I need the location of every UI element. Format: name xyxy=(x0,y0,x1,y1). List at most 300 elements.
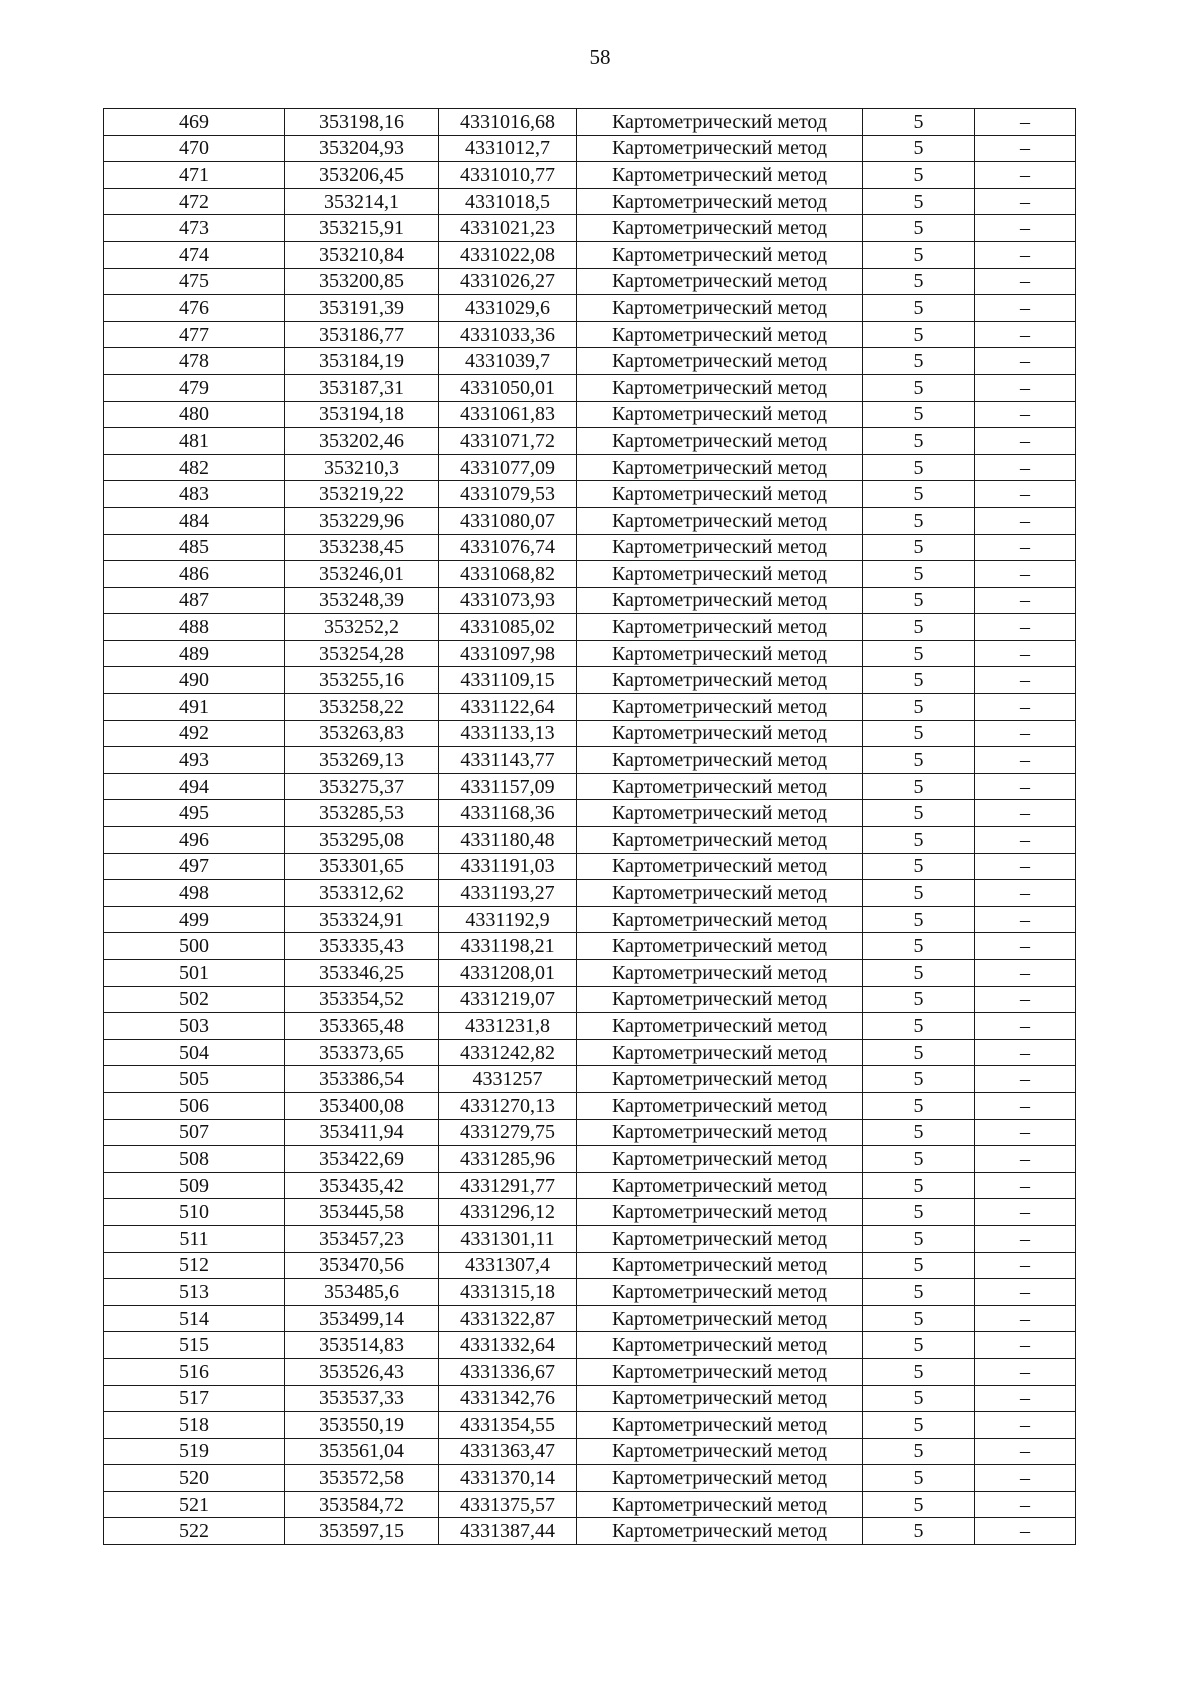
accuracy-cell: 5 xyxy=(863,587,975,614)
note-cell: – xyxy=(975,109,1076,136)
note-cell: – xyxy=(975,614,1076,641)
accuracy-cell: 5 xyxy=(863,747,975,774)
note-cell: – xyxy=(975,800,1076,827)
point-number-cell: 474 xyxy=(104,241,285,268)
table-row xyxy=(104,986,1076,1013)
method-cell: Картометрический метод xyxy=(577,401,863,428)
y-coordinate-cell: 4331279,75 xyxy=(439,1119,577,1146)
table-row xyxy=(104,1092,1076,1119)
y-coordinate-cell: 4331018,5 xyxy=(439,188,577,215)
y-coordinate-cell: 4331375,57 xyxy=(439,1491,577,1518)
y-coordinate-cell: 4331370,14 xyxy=(439,1465,577,1492)
y-coordinate-cell: 4331157,09 xyxy=(439,773,577,800)
y-coordinate-cell: 4331291,77 xyxy=(439,1172,577,1199)
accuracy-cell: 5 xyxy=(863,694,975,721)
note-cell: – xyxy=(975,880,1076,907)
x-coordinate-cell: 353499,14 xyxy=(285,1305,439,1332)
x-coordinate-cell: 353411,94 xyxy=(285,1119,439,1146)
x-coordinate-cell: 353214,1 xyxy=(285,188,439,215)
method-cell: Картометрический метод xyxy=(577,1305,863,1332)
y-coordinate-cell: 4331191,03 xyxy=(439,853,577,880)
table-row xyxy=(104,1438,1076,1465)
y-coordinate-cell: 4331336,67 xyxy=(439,1358,577,1385)
y-coordinate-cell: 4331354,55 xyxy=(439,1412,577,1439)
accuracy-cell: 5 xyxy=(863,960,975,987)
table-row xyxy=(104,1385,1076,1412)
method-cell: Картометрический метод xyxy=(577,667,863,694)
accuracy-cell: 5 xyxy=(863,880,975,907)
accuracy-cell: 5 xyxy=(863,800,975,827)
point-number-cell: 521 xyxy=(104,1491,285,1518)
table-row xyxy=(104,1172,1076,1199)
note-cell: – xyxy=(975,1146,1076,1173)
method-cell: Картометрический метод xyxy=(577,906,863,933)
x-coordinate-cell: 353365,48 xyxy=(285,1013,439,1040)
method-cell: Картометрический метод xyxy=(577,853,863,880)
table-row xyxy=(104,880,1076,907)
x-coordinate-cell: 353514,83 xyxy=(285,1332,439,1359)
point-number-cell: 479 xyxy=(104,374,285,401)
method-cell: Картометрический метод xyxy=(577,640,863,667)
y-coordinate-cell: 4331085,02 xyxy=(439,614,577,641)
x-coordinate-cell: 353229,96 xyxy=(285,507,439,534)
accuracy-cell: 5 xyxy=(863,215,975,242)
y-coordinate-cell: 4331296,12 xyxy=(439,1199,577,1226)
x-coordinate-cell: 353354,52 xyxy=(285,986,439,1013)
point-number-cell: 504 xyxy=(104,1039,285,1066)
table-row xyxy=(104,348,1076,375)
x-coordinate-cell: 353386,54 xyxy=(285,1066,439,1093)
table-row xyxy=(104,1119,1076,1146)
method-cell: Картометрический метод xyxy=(577,800,863,827)
y-coordinate-cell: 4331363,47 xyxy=(439,1438,577,1465)
table-row xyxy=(104,188,1076,215)
y-coordinate-cell: 4331242,82 xyxy=(439,1039,577,1066)
y-coordinate-cell: 4331076,74 xyxy=(439,534,577,561)
accuracy-cell: 5 xyxy=(863,1146,975,1173)
x-coordinate-cell: 353324,91 xyxy=(285,906,439,933)
method-cell: Картометрический метод xyxy=(577,507,863,534)
y-coordinate-cell: 4331322,87 xyxy=(439,1305,577,1332)
note-cell: – xyxy=(975,295,1076,322)
x-coordinate-cell: 353285,53 xyxy=(285,800,439,827)
method-cell: Картометрический метод xyxy=(577,215,863,242)
point-number-cell: 515 xyxy=(104,1332,285,1359)
table-row xyxy=(104,960,1076,987)
point-number-cell: 506 xyxy=(104,1092,285,1119)
y-coordinate-cell: 4331332,64 xyxy=(439,1332,577,1359)
method-cell: Картометрический метод xyxy=(577,614,863,641)
point-number-cell: 522 xyxy=(104,1518,285,1545)
y-coordinate-cell: 4331315,18 xyxy=(439,1279,577,1306)
point-number-cell: 477 xyxy=(104,321,285,348)
note-cell: – xyxy=(975,773,1076,800)
table-row xyxy=(104,507,1076,534)
note-cell: – xyxy=(975,1305,1076,1332)
accuracy-cell: 5 xyxy=(863,135,975,162)
note-cell: – xyxy=(975,268,1076,295)
y-coordinate-cell: 4331021,23 xyxy=(439,215,577,242)
note-cell: – xyxy=(975,1039,1076,1066)
accuracy-cell: 5 xyxy=(863,401,975,428)
y-coordinate-cell: 4331301,11 xyxy=(439,1225,577,1252)
table-row xyxy=(104,534,1076,561)
x-coordinate-cell: 353210,84 xyxy=(285,241,439,268)
point-number-cell: 501 xyxy=(104,960,285,987)
point-number-cell: 487 xyxy=(104,587,285,614)
note-cell: – xyxy=(975,188,1076,215)
accuracy-cell: 5 xyxy=(863,268,975,295)
table-row xyxy=(104,1332,1076,1359)
accuracy-cell: 5 xyxy=(863,454,975,481)
table-row xyxy=(104,1013,1076,1040)
note-cell: – xyxy=(975,694,1076,721)
x-coordinate-cell: 353200,85 xyxy=(285,268,439,295)
y-coordinate-cell: 4331143,77 xyxy=(439,747,577,774)
x-coordinate-cell: 353238,45 xyxy=(285,534,439,561)
accuracy-cell: 5 xyxy=(863,640,975,667)
x-coordinate-cell: 353186,77 xyxy=(285,321,439,348)
x-coordinate-cell: 353597,15 xyxy=(285,1518,439,1545)
point-number-cell: 508 xyxy=(104,1146,285,1173)
y-coordinate-cell: 4331387,44 xyxy=(439,1518,577,1545)
x-coordinate-cell: 353191,39 xyxy=(285,295,439,322)
x-coordinate-cell: 353445,58 xyxy=(285,1199,439,1226)
accuracy-cell: 5 xyxy=(863,428,975,455)
table-row xyxy=(104,933,1076,960)
x-coordinate-cell: 353312,62 xyxy=(285,880,439,907)
accuracy-cell: 5 xyxy=(863,241,975,268)
point-number-cell: 471 xyxy=(104,162,285,189)
note-cell: – xyxy=(975,1412,1076,1439)
table-row xyxy=(104,109,1076,136)
y-coordinate-cell: 4331208,01 xyxy=(439,960,577,987)
note-cell: – xyxy=(975,215,1076,242)
method-cell: Картометрический метод xyxy=(577,1438,863,1465)
point-number-cell: 503 xyxy=(104,1013,285,1040)
method-cell: Картометрический метод xyxy=(577,428,863,455)
method-cell: Картометрический метод xyxy=(577,827,863,854)
table-row xyxy=(104,1412,1076,1439)
method-cell: Картометрический метод xyxy=(577,534,863,561)
note-cell: – xyxy=(975,667,1076,694)
y-coordinate-cell: 4331180,48 xyxy=(439,827,577,854)
point-number-cell: 484 xyxy=(104,507,285,534)
point-number-cell: 469 xyxy=(104,109,285,136)
x-coordinate-cell: 353210,3 xyxy=(285,454,439,481)
point-number-cell: 495 xyxy=(104,800,285,827)
table-row xyxy=(104,561,1076,588)
accuracy-cell: 5 xyxy=(863,1465,975,1492)
x-coordinate-cell: 353204,93 xyxy=(285,135,439,162)
x-coordinate-cell: 353485,6 xyxy=(285,1279,439,1306)
note-cell: – xyxy=(975,428,1076,455)
table-row xyxy=(104,720,1076,747)
accuracy-cell: 5 xyxy=(863,561,975,588)
table-row xyxy=(104,162,1076,189)
x-coordinate-cell: 353219,22 xyxy=(285,481,439,508)
y-coordinate-cell: 4331122,64 xyxy=(439,694,577,721)
accuracy-cell: 5 xyxy=(863,986,975,1013)
y-coordinate-cell: 4331307,4 xyxy=(439,1252,577,1279)
accuracy-cell: 5 xyxy=(863,773,975,800)
table-row xyxy=(104,454,1076,481)
method-cell: Картометрический метод xyxy=(577,162,863,189)
y-coordinate-cell: 4331219,07 xyxy=(439,986,577,1013)
accuracy-cell: 5 xyxy=(863,1305,975,1332)
table-row xyxy=(104,428,1076,455)
accuracy-cell: 5 xyxy=(863,1199,975,1226)
point-number-cell: 500 xyxy=(104,933,285,960)
accuracy-cell: 5 xyxy=(863,1252,975,1279)
y-coordinate-cell: 4331033,36 xyxy=(439,321,577,348)
point-number-cell: 511 xyxy=(104,1225,285,1252)
x-coordinate-cell: 353215,91 xyxy=(285,215,439,242)
y-coordinate-cell: 4331109,15 xyxy=(439,667,577,694)
method-cell: Картометрический метод xyxy=(577,1279,863,1306)
note-cell: – xyxy=(975,321,1076,348)
note-cell: – xyxy=(975,720,1076,747)
y-coordinate-cell: 4331198,21 xyxy=(439,933,577,960)
x-coordinate-cell: 353246,01 xyxy=(285,561,439,588)
y-coordinate-cell: 4331080,07 xyxy=(439,507,577,534)
method-cell: Картометрический метод xyxy=(577,1518,863,1545)
point-number-cell: 519 xyxy=(104,1438,285,1465)
x-coordinate-cell: 353275,37 xyxy=(285,773,439,800)
method-cell: Картометрический метод xyxy=(577,348,863,375)
point-number-cell: 505 xyxy=(104,1066,285,1093)
x-coordinate-cell: 353255,16 xyxy=(285,667,439,694)
note-cell: – xyxy=(975,1199,1076,1226)
y-coordinate-cell: 4331342,76 xyxy=(439,1385,577,1412)
note-cell: – xyxy=(975,481,1076,508)
coordinates-table-body xyxy=(104,109,1076,1545)
method-cell: Картометрический метод xyxy=(577,747,863,774)
note-cell: – xyxy=(975,1332,1076,1359)
point-number-cell: 483 xyxy=(104,481,285,508)
point-number-cell: 478 xyxy=(104,348,285,375)
x-coordinate-cell: 353254,28 xyxy=(285,640,439,667)
point-number-cell: 473 xyxy=(104,215,285,242)
note-cell: – xyxy=(975,1172,1076,1199)
method-cell: Картометрический метод xyxy=(577,135,863,162)
x-coordinate-cell: 353470,56 xyxy=(285,1252,439,1279)
method-cell: Картометрический метод xyxy=(577,1066,863,1093)
note-cell: – xyxy=(975,1066,1076,1093)
x-coordinate-cell: 353184,19 xyxy=(285,348,439,375)
point-number-cell: 492 xyxy=(104,720,285,747)
accuracy-cell: 5 xyxy=(863,1013,975,1040)
y-coordinate-cell: 4331039,7 xyxy=(439,348,577,375)
note-cell: – xyxy=(975,853,1076,880)
table-row xyxy=(104,321,1076,348)
point-number-cell: 490 xyxy=(104,667,285,694)
method-cell: Картометрический метод xyxy=(577,1358,863,1385)
table-row xyxy=(104,135,1076,162)
method-cell: Картометрический метод xyxy=(577,454,863,481)
point-number-cell: 507 xyxy=(104,1119,285,1146)
accuracy-cell: 5 xyxy=(863,853,975,880)
note-cell: – xyxy=(975,960,1076,987)
point-number-cell: 476 xyxy=(104,295,285,322)
accuracy-cell: 5 xyxy=(863,827,975,854)
table-row xyxy=(104,853,1076,880)
table-row xyxy=(104,401,1076,428)
table-row xyxy=(104,1279,1076,1306)
method-cell: Картометрический метод xyxy=(577,1119,863,1146)
point-number-cell: 481 xyxy=(104,428,285,455)
note-cell: – xyxy=(975,162,1076,189)
x-coordinate-cell: 353194,18 xyxy=(285,401,439,428)
note-cell: – xyxy=(975,1358,1076,1385)
note-cell: – xyxy=(975,1279,1076,1306)
point-number-cell: 518 xyxy=(104,1412,285,1439)
y-coordinate-cell: 4331079,53 xyxy=(439,481,577,508)
note-cell: – xyxy=(975,1465,1076,1492)
x-coordinate-cell: 353457,23 xyxy=(285,1225,439,1252)
method-cell: Картометрический метод xyxy=(577,1039,863,1066)
method-cell: Картометрический метод xyxy=(577,561,863,588)
table-row xyxy=(104,1252,1076,1279)
point-number-cell: 486 xyxy=(104,561,285,588)
accuracy-cell: 5 xyxy=(863,321,975,348)
point-number-cell: 517 xyxy=(104,1385,285,1412)
accuracy-cell: 5 xyxy=(863,481,975,508)
accuracy-cell: 5 xyxy=(863,1491,975,1518)
table-row xyxy=(104,374,1076,401)
table-row xyxy=(104,1225,1076,1252)
table-row xyxy=(104,241,1076,268)
method-cell: Картометрический метод xyxy=(577,1385,863,1412)
y-coordinate-cell: 4331270,13 xyxy=(439,1092,577,1119)
x-coordinate-cell: 353187,31 xyxy=(285,374,439,401)
point-number-cell: 514 xyxy=(104,1305,285,1332)
point-number-cell: 493 xyxy=(104,747,285,774)
x-coordinate-cell: 353435,42 xyxy=(285,1172,439,1199)
table-row xyxy=(104,906,1076,933)
method-cell: Картометрический метод xyxy=(577,1465,863,1492)
x-coordinate-cell: 353373,65 xyxy=(285,1039,439,1066)
x-coordinate-cell: 353202,46 xyxy=(285,428,439,455)
y-coordinate-cell: 4331016,68 xyxy=(439,109,577,136)
table-row xyxy=(104,1518,1076,1545)
table-row xyxy=(104,268,1076,295)
x-coordinate-cell: 353301,65 xyxy=(285,853,439,880)
x-coordinate-cell: 353537,33 xyxy=(285,1385,439,1412)
table-row xyxy=(104,1305,1076,1332)
note-cell: – xyxy=(975,933,1076,960)
method-cell: Картометрический метод xyxy=(577,188,863,215)
note-cell: – xyxy=(975,587,1076,614)
y-coordinate-cell: 4331231,8 xyxy=(439,1013,577,1040)
accuracy-cell: 5 xyxy=(863,720,975,747)
point-number-cell: 470 xyxy=(104,135,285,162)
table-row xyxy=(104,694,1076,721)
y-coordinate-cell: 4331257 xyxy=(439,1066,577,1093)
coordinates-table xyxy=(103,108,1076,1545)
method-cell: Картометрический метод xyxy=(577,374,863,401)
note-cell: – xyxy=(975,1252,1076,1279)
method-cell: Картометрический метод xyxy=(577,986,863,1013)
y-coordinate-cell: 4331029,6 xyxy=(439,295,577,322)
x-coordinate-cell: 353263,83 xyxy=(285,720,439,747)
table-row xyxy=(104,614,1076,641)
method-cell: Картометрический метод xyxy=(577,960,863,987)
table-row xyxy=(104,1358,1076,1385)
y-coordinate-cell: 4331010,77 xyxy=(439,162,577,189)
method-cell: Картометрический метод xyxy=(577,1491,863,1518)
note-cell: – xyxy=(975,906,1076,933)
point-number-cell: 497 xyxy=(104,853,285,880)
method-cell: Картометрический метод xyxy=(577,720,863,747)
accuracy-cell: 5 xyxy=(863,1225,975,1252)
note-cell: – xyxy=(975,986,1076,1013)
y-coordinate-cell: 4331071,72 xyxy=(439,428,577,455)
accuracy-cell: 5 xyxy=(863,295,975,322)
x-coordinate-cell: 353248,39 xyxy=(285,587,439,614)
point-number-cell: 485 xyxy=(104,534,285,561)
method-cell: Картометрический метод xyxy=(577,773,863,800)
accuracy-cell: 5 xyxy=(863,348,975,375)
method-cell: Картометрический метод xyxy=(577,109,863,136)
page-number: 58 xyxy=(589,45,611,69)
method-cell: Картометрический метод xyxy=(577,1092,863,1119)
accuracy-cell: 5 xyxy=(863,906,975,933)
table-row xyxy=(104,1491,1076,1518)
y-coordinate-cell: 4331073,93 xyxy=(439,587,577,614)
point-number-cell: 502 xyxy=(104,986,285,1013)
accuracy-cell: 5 xyxy=(863,109,975,136)
note-cell: – xyxy=(975,1518,1076,1545)
method-cell: Картометрический метод xyxy=(577,587,863,614)
note-cell: – xyxy=(975,1438,1076,1465)
y-coordinate-cell: 4331050,01 xyxy=(439,374,577,401)
point-number-cell: 512 xyxy=(104,1252,285,1279)
y-coordinate-cell: 4331097,98 xyxy=(439,640,577,667)
note-cell: – xyxy=(975,534,1076,561)
point-number-cell: 491 xyxy=(104,694,285,721)
accuracy-cell: 5 xyxy=(863,1412,975,1439)
table-row xyxy=(104,1199,1076,1226)
accuracy-cell: 5 xyxy=(863,188,975,215)
note-cell: – xyxy=(975,1092,1076,1119)
table-row xyxy=(104,667,1076,694)
accuracy-cell: 5 xyxy=(863,614,975,641)
note-cell: – xyxy=(975,747,1076,774)
y-coordinate-cell: 4331285,96 xyxy=(439,1146,577,1173)
x-coordinate-cell: 353206,45 xyxy=(285,162,439,189)
x-coordinate-cell: 353198,16 xyxy=(285,109,439,136)
method-cell: Картометрический метод xyxy=(577,1412,863,1439)
point-number-cell: 520 xyxy=(104,1465,285,1492)
y-coordinate-cell: 4331012,7 xyxy=(439,135,577,162)
accuracy-cell: 5 xyxy=(863,1279,975,1306)
point-number-cell: 510 xyxy=(104,1199,285,1226)
table-row xyxy=(104,215,1076,242)
accuracy-cell: 5 xyxy=(863,1385,975,1412)
method-cell: Картометрический метод xyxy=(577,1252,863,1279)
table-row xyxy=(104,773,1076,800)
point-number-cell: 498 xyxy=(104,880,285,907)
note-cell: – xyxy=(975,1119,1076,1146)
y-coordinate-cell: 4331192,9 xyxy=(439,906,577,933)
accuracy-cell: 5 xyxy=(863,1332,975,1359)
method-cell: Картометрический метод xyxy=(577,694,863,721)
y-coordinate-cell: 4331168,36 xyxy=(439,800,577,827)
accuracy-cell: 5 xyxy=(863,534,975,561)
x-coordinate-cell: 353400,08 xyxy=(285,1092,439,1119)
method-cell: Картометрический метод xyxy=(577,1172,863,1199)
